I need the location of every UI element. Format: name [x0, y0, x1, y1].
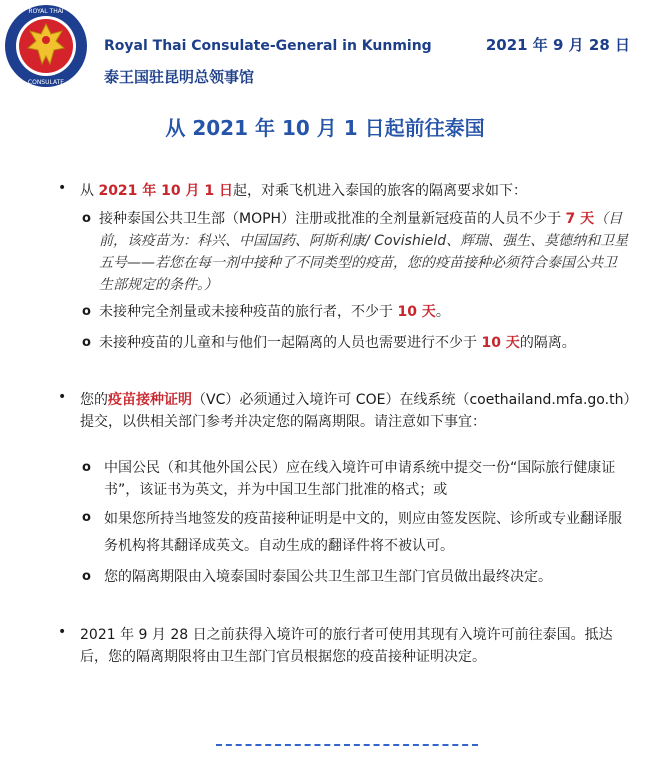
section1-item-unvaccinated: 未接种完全剂量或未接种疫苗的旅行者，不少于 10 天。 [99, 304, 450, 320]
dashed-divider [216, 744, 478, 746]
section2-item-final-decision: 您的隔离期限由入境泰国时泰国公共卫生部卫生部门官员做出最终决定。 [104, 569, 552, 585]
svg-text:CONSULATE: CONSULATE [27, 79, 65, 86]
sub-bullet-marker: o [82, 510, 91, 525]
svg-text:ROYAL THAI: ROYAL THAI [28, 8, 64, 15]
bullet-marker: • [58, 624, 67, 640]
sub-bullet-marker: o [82, 460, 91, 475]
sub-bullet-marker: o [82, 569, 91, 584]
section2-intro: 您的疫苗接种证明（VC）必须通过入境许可 COE）在线系统（coethailand.mfa.go.th）提交，以供相关部门参考并决定您的隔离期限。请注意如下事宜： [80, 392, 631, 430]
section3-paragraph: 2021 年 9 月 28 日之前获得入境许可的旅行者可使用其现有入境许可前往泰国。抵达后，您的隔离期限将由卫生部门官员根据您的疫苗接种证明决定。 [80, 627, 613, 665]
section1-item-vaccinated: 接种泰国公共卫生部（MOPH）注册或批准的全剂量新冠疫苗的人员不少于 7 天（目前，该疫苗为：科兴、中国国药、阿斯利康/ Covishield、辉瑞、强生、莫德纳和卫星五号——若您在每一剂中接种了不同类型的疫苗，您的疫苗接种必须符合泰国公共卫生部规定的条件。） [99, 211, 629, 293]
page-title: 从 2021 年 10 月 1 日起前往泰国 [165, 116, 485, 140]
section1-intro: 从 2021 年 10 月 1 日起，对乘飞机进入泰国的旅客的隔离要求如下： [80, 183, 528, 199]
consulate-emblem-logo [4, 4, 88, 88]
section2-item-translation: 如果您所持当地签发的疫苗接种证明是中文的，则应由签发医院、诊所或专业翻译服务机构将其翻译成英文。自动生成的翻译件将不被认可。 [104, 511, 622, 554]
section1-item-children: 未接种疫苗的儿童和与他们一起隔离的人员也需要进行不少于 10 天的隔离。 [99, 335, 576, 351]
sub-bullet-marker: o [82, 335, 91, 350]
bullet-marker: • [58, 389, 67, 405]
bullet-marker: • [58, 180, 67, 196]
consulate-name-cn: 泰王国驻昆明总领事馆 [104, 68, 255, 86]
consulate-name-en: Royal Thai Consulate-General in Kunming [104, 38, 432, 54]
document-date: 2021 年 9 月 28 日 [485, 36, 630, 54]
sub-bullet-marker: o [82, 304, 91, 319]
sub-bullet-marker: o [82, 211, 91, 226]
section2-item-certificate: 中国公民（和其他外国公民）应在线入境许可申请系统中提交一份“国际旅行健康证书”，该证书为英文，并为中国卫生部门批准的格式；或 [104, 460, 616, 498]
